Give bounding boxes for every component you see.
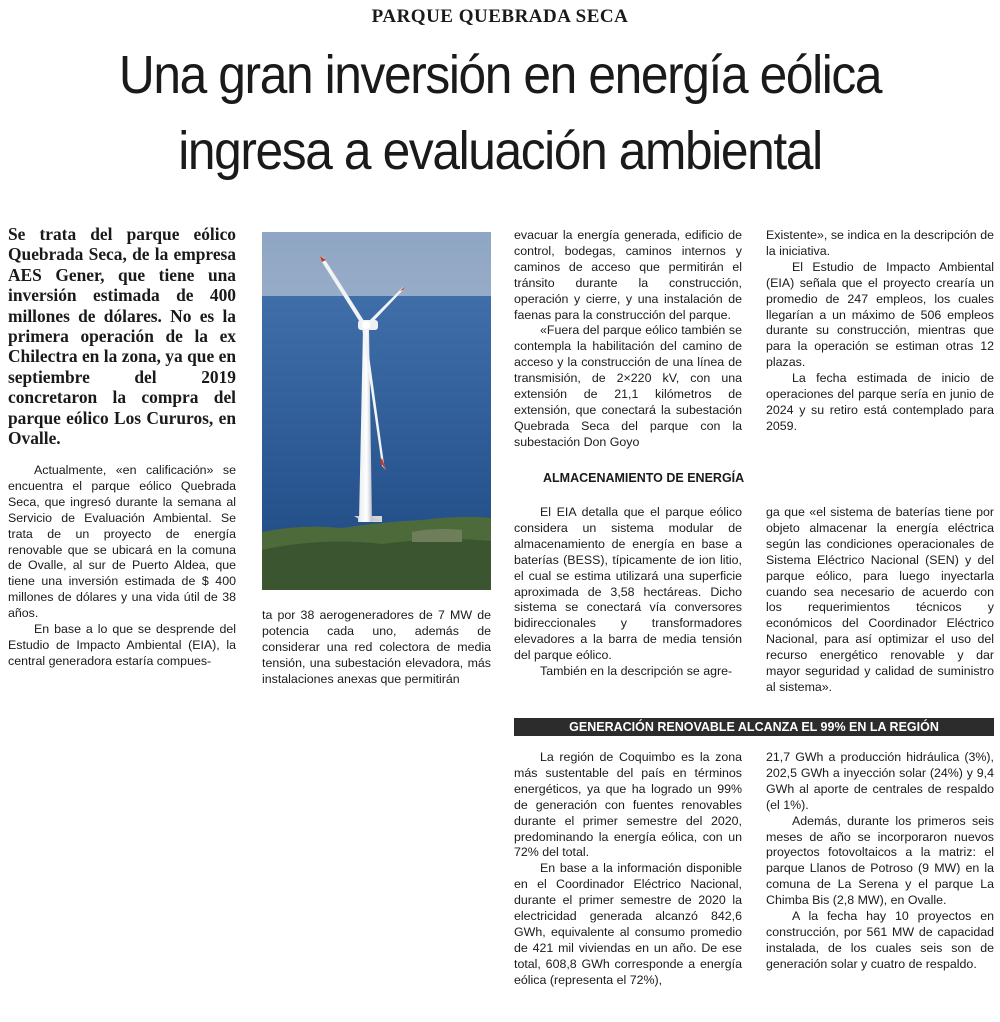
col1-paragraph-1: Actualmente, «en calificación» se encuentra el parque eólico Quebrada Seca, que ingresó durante la semana al Servicio de Evaluación Ambiental. Se trata de un proyecto de energía renovable que se ubicará en la comuna de Ovalle, al sur de Puerto Aldea, que tiene una inversión estimada de $ 400 millones de dólares y una vida útil de 38 años. <box>8 463 236 621</box>
wind-turbine-icon <box>262 232 491 590</box>
almacenamiento-paragraph-2: También en la descripción se agre- <box>540 664 733 679</box>
col1-paragraph-2: En base a lo que se desprende del Estudio de Impacto Ambiental (EIA), la central generadora estaría compues- <box>8 622 236 668</box>
col2-paragraph-1: ta por 38 aerogeneradores de 7 MW de potencia cada uno, además de considerar una red colectora de media tensión, una subestación elevadora, más instalaciones anexas que permitirán <box>262 608 491 686</box>
col3-paragraph-2: «Fuera del parque eólico también se contempla la habilitación del camino de acceso y la construcción de una línea de transmisión, de 2×220 kV, con una extensión de 21,1 kilómetros de extensión, que conectará la subestación Quebrada Seca del parque con la subestación Don Goyo <box>514 323 742 449</box>
almacenamiento-right-column <box>766 505 994 696</box>
col4-paragraph-2: El Estudio de Impacto Ambiental (EIA) señala que el proyecto crearía un promedio de 247 empleos, los cuales llegarían a un máximo de 506 empleos durante su construcción, mientras que para la operación se estiman otras 12 plazas. <box>766 259 994 370</box>
renovable-paragraph-5: A la fecha hay 10 proyectos en construcción, por 561 MW de capacidad instalada, de los cuales seis son de generación solar y cuatro de respaldo. <box>766 909 994 971</box>
subhead-generacion-renovable: GENERACIÓN RENOVABLE ALCANZA EL 99% EN LA REGIÓN <box>514 718 994 736</box>
col4-paragraph-3: La fecha estimada de inicio de operaciones del parque sería en junio de 2024 y su retiro está contemplado para 2059. <box>766 371 994 433</box>
renovable-paragraph-4: Además, durante los primeros seis meses de año se incorporaron nuevos proyectos fotovoltaicos a la matriz: el parque Llanos de Potroso (9 MW) en la comuna de La Serena y el parque La Chimba Bis (2,8 MW), en Ovalle. <box>766 813 994 908</box>
almacenamiento-left-column <box>514 505 742 680</box>
body-column-4 <box>766 228 994 435</box>
subhead-almacenamiento: ALMACENAMIENTO DE ENERGÍA <box>543 471 745 485</box>
renovable-paragraph-1: La región de Coquimbo es la zona más sustentable del país en términos energéticos, ya que ha logrado un 99% de generación con fuentes renovables durante el primer semestre del 2020, predominando la energía eólica, con un 72% del total. <box>514 750 742 860</box>
almacenamiento-paragraph-3: ga que «el sistema de baterías tiene por objeto almacenar la energía eléctrica según las condiciones operacionales de Sistema Eléctrico Nacional (SEN) y del parque eólico, para luego inyectarla cuando sea necesario de acuerdo con los requerimientos técnicos y económicos del Coordinador Eléctrico Nacional, para así optimizar el uso del recurso energético renovable y dar mayor seguridad y calidad de suministro al sistema». <box>766 505 994 694</box>
headline-line-2: ingresa a evaluación ambiental <box>178 121 822 181</box>
renovable-left-column <box>514 750 742 989</box>
renovable-right-column <box>766 750 994 973</box>
renovable-paragraph-2: En base a la información disponible en el Coordinador Eléctrico Nacional, durante el primer semestre de 2020 la electricidad generada alcanzó 842,6 GWh, equivalente al consumo promedio de 421 mil viviendas en un año. De ese total, 608,8 GWh corresponde a energía eólica (representa el 72%), <box>514 861 742 987</box>
col4-paragraph-1: Existente», se indica en la descripción de la iniciativa. <box>766 228 994 258</box>
body-column-3 <box>514 228 742 451</box>
almacenamiento-paragraph-1: El EIA detalla que el parque eólico considera un sistema modular de almacenamiento de energía en base a baterías (BESS), típicamente de ion litio, el cual se estima utilizará una superficie aproximada de 3,58 hectáreas. Dicho sistema se conectará vía conversores bidireccionales y transformadores elevadores a la barra de media tensión del parque eólico. <box>514 505 742 663</box>
section-kicker: PARQUE QUEBRADA SECA <box>371 6 629 27</box>
body-column-1 <box>8 463 236 670</box>
body-column-2 <box>262 608 491 688</box>
headline-line-1: Una gran inversión en energía eólica <box>118 45 882 105</box>
col3-paragraph-1: evacuar la energía generada, edificio de control, bodegas, caminos internos y caminos de acceso que permitirán el tránsito durante la construcción, operación y cierre, y una instalación de faenas para la construcción del parque. <box>514 228 742 322</box>
renovable-paragraph-3: 21,7 GWh a producción hidráulica (3%), 202,5 GWh a inyección solar (24%) y 9,4 GWh al aporte de centrales de respaldo (el 1%). <box>766 750 994 812</box>
wind-turbine-photo <box>262 232 491 590</box>
lead-paragraph: Se trata del parque eólico Quebrada Seca, de la empresa AES Gener, que tiene una inversión estimada de 400 millones de dólares. No es la primera operación de la ex Chilectra en la zona, ya que en septiembre del 2019 concretaron la compra del parque eólico Los Cururos, en Ovalle. <box>8 224 236 449</box>
